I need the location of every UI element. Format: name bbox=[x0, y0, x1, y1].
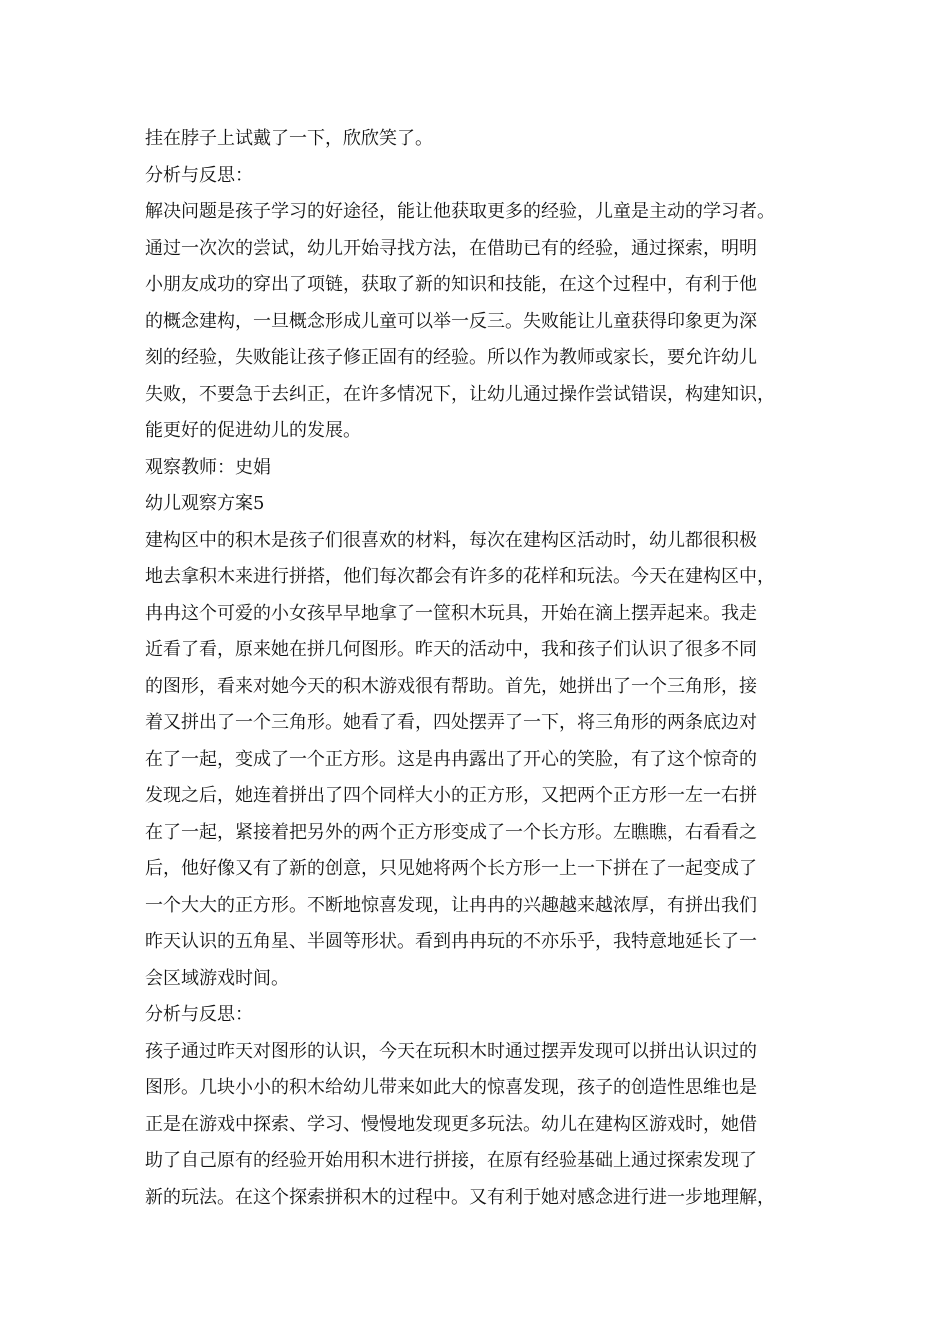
text-line: 冉冉这个可爱的小女孩早早地拿了一筐积木玩具，开始在滴上摆弄起来。我走 bbox=[145, 602, 757, 624]
text-line: 的图形，看来对她今天的积木游戏很有帮助。首先，她拼出了一个三角形，接 bbox=[145, 675, 757, 697]
section-heading-plan-5: 幼儿观察方案5 bbox=[145, 493, 265, 514]
text-line: 发现之后，她连着拼出了四个同样大小的正方形，又把两个正方形一左一右拼 bbox=[145, 785, 757, 806]
text-line: 挂在脖子上试戴了一下，欣欣笑了。 bbox=[145, 128, 433, 149]
text-line: 会区域游戏时间。 bbox=[145, 967, 289, 989]
text-line: 建构区中的积木是孩子们很喜欢的材料，每次在建构区活动时，幼儿都很积极 bbox=[145, 529, 757, 551]
text-line: 小朋友成功的穿出了项链，获取了新的知识和技能，在这个过程中，有利于他 bbox=[145, 274, 757, 295]
text-line: 一个大大的正方形。不断地惊喜发现，让冉冉的兴趣越来越浓厚，有拼出我们 bbox=[145, 894, 757, 916]
text-line: 着又拼出了一个三角形。她看了看，四处摆弄了一下，将三角形的两条底边对 bbox=[145, 712, 757, 733]
text-line: 通过一次次的尝试，幼儿开始寻找方法，在借助已有的经验，通过探索，明明 bbox=[145, 237, 757, 259]
text-line: 在了一起，变成了一个正方形。这是冉冉露出了开心的笑脸，有了这个惊奇的 bbox=[145, 748, 757, 770]
text-line: 后，他好像又有了新的创意，只见她将两个长方形一上一下拼在了一起变成了 bbox=[145, 858, 757, 879]
text-line: 助了自己原有的经验开始用积木进行拼接，在原有经验基础上通过探索发现了 bbox=[145, 1150, 757, 1171]
text-line: 昨天认识的五角星、半圆等形状。看到冉冉玩的不亦乐乎，我特意地延长了一 bbox=[145, 931, 757, 952]
text-line: 能更好的促进幼儿的发展。 bbox=[145, 420, 361, 441]
text-line: 近看了看，原来她在拼几何图形。昨天的活动中，我和孩子们认识了很多不同 bbox=[145, 639, 757, 660]
section-heading-analysis: 分析与反思： bbox=[145, 1004, 253, 1025]
text-line: 在了一起，紧接着把另外的两个正方形变成了一个长方形。左瞧瞧，右看看之 bbox=[145, 821, 757, 843]
document-body bbox=[145, 121, 820, 1216]
text-line: 图形。几块小小的积木给幼儿带来如此大的惊喜发现，孩子的创造性思维也是 bbox=[145, 1077, 757, 1098]
text-line: 刻的经验，失败能让孩子修正固有的经验。所以作为教师或家长，要允许幼儿 bbox=[145, 347, 757, 368]
text-line: 地去拿积木来进行拼搭，他们每次都会有许多的花样和玩法。今天在建构区中， bbox=[145, 566, 775, 587]
text-line: 失败，不要急于去纠正，在许多情况下，让幼儿通过操作尝试错误，构建知识， bbox=[145, 383, 775, 405]
section-heading-analysis: 分析与反思： bbox=[145, 164, 253, 186]
observer-teacher: 观察教师：史娟 bbox=[145, 456, 271, 478]
text-line: 正是在游戏中探索、学习、慢慢地发现更多玩法。幼儿在建构区游戏时，她借 bbox=[145, 1113, 757, 1135]
text-line: 的概念建构，一旦概念形成儿童可以举一反三。失败能让儿童获得印象更为深 bbox=[145, 310, 757, 332]
text-line: 新的玩法。在这个探索拼积木的过程中。又有利于她对感念进行进一步地理解， bbox=[145, 1186, 775, 1208]
text-line: 解决问题是孩子学习的好途径，能让他获取更多的经验，儿童是主动的学习者。 bbox=[145, 201, 775, 222]
text-line: 孩子通过昨天对图形的认识，今天在玩积木时通过摆弄发现可以拼出认识过的 bbox=[145, 1040, 757, 1062]
